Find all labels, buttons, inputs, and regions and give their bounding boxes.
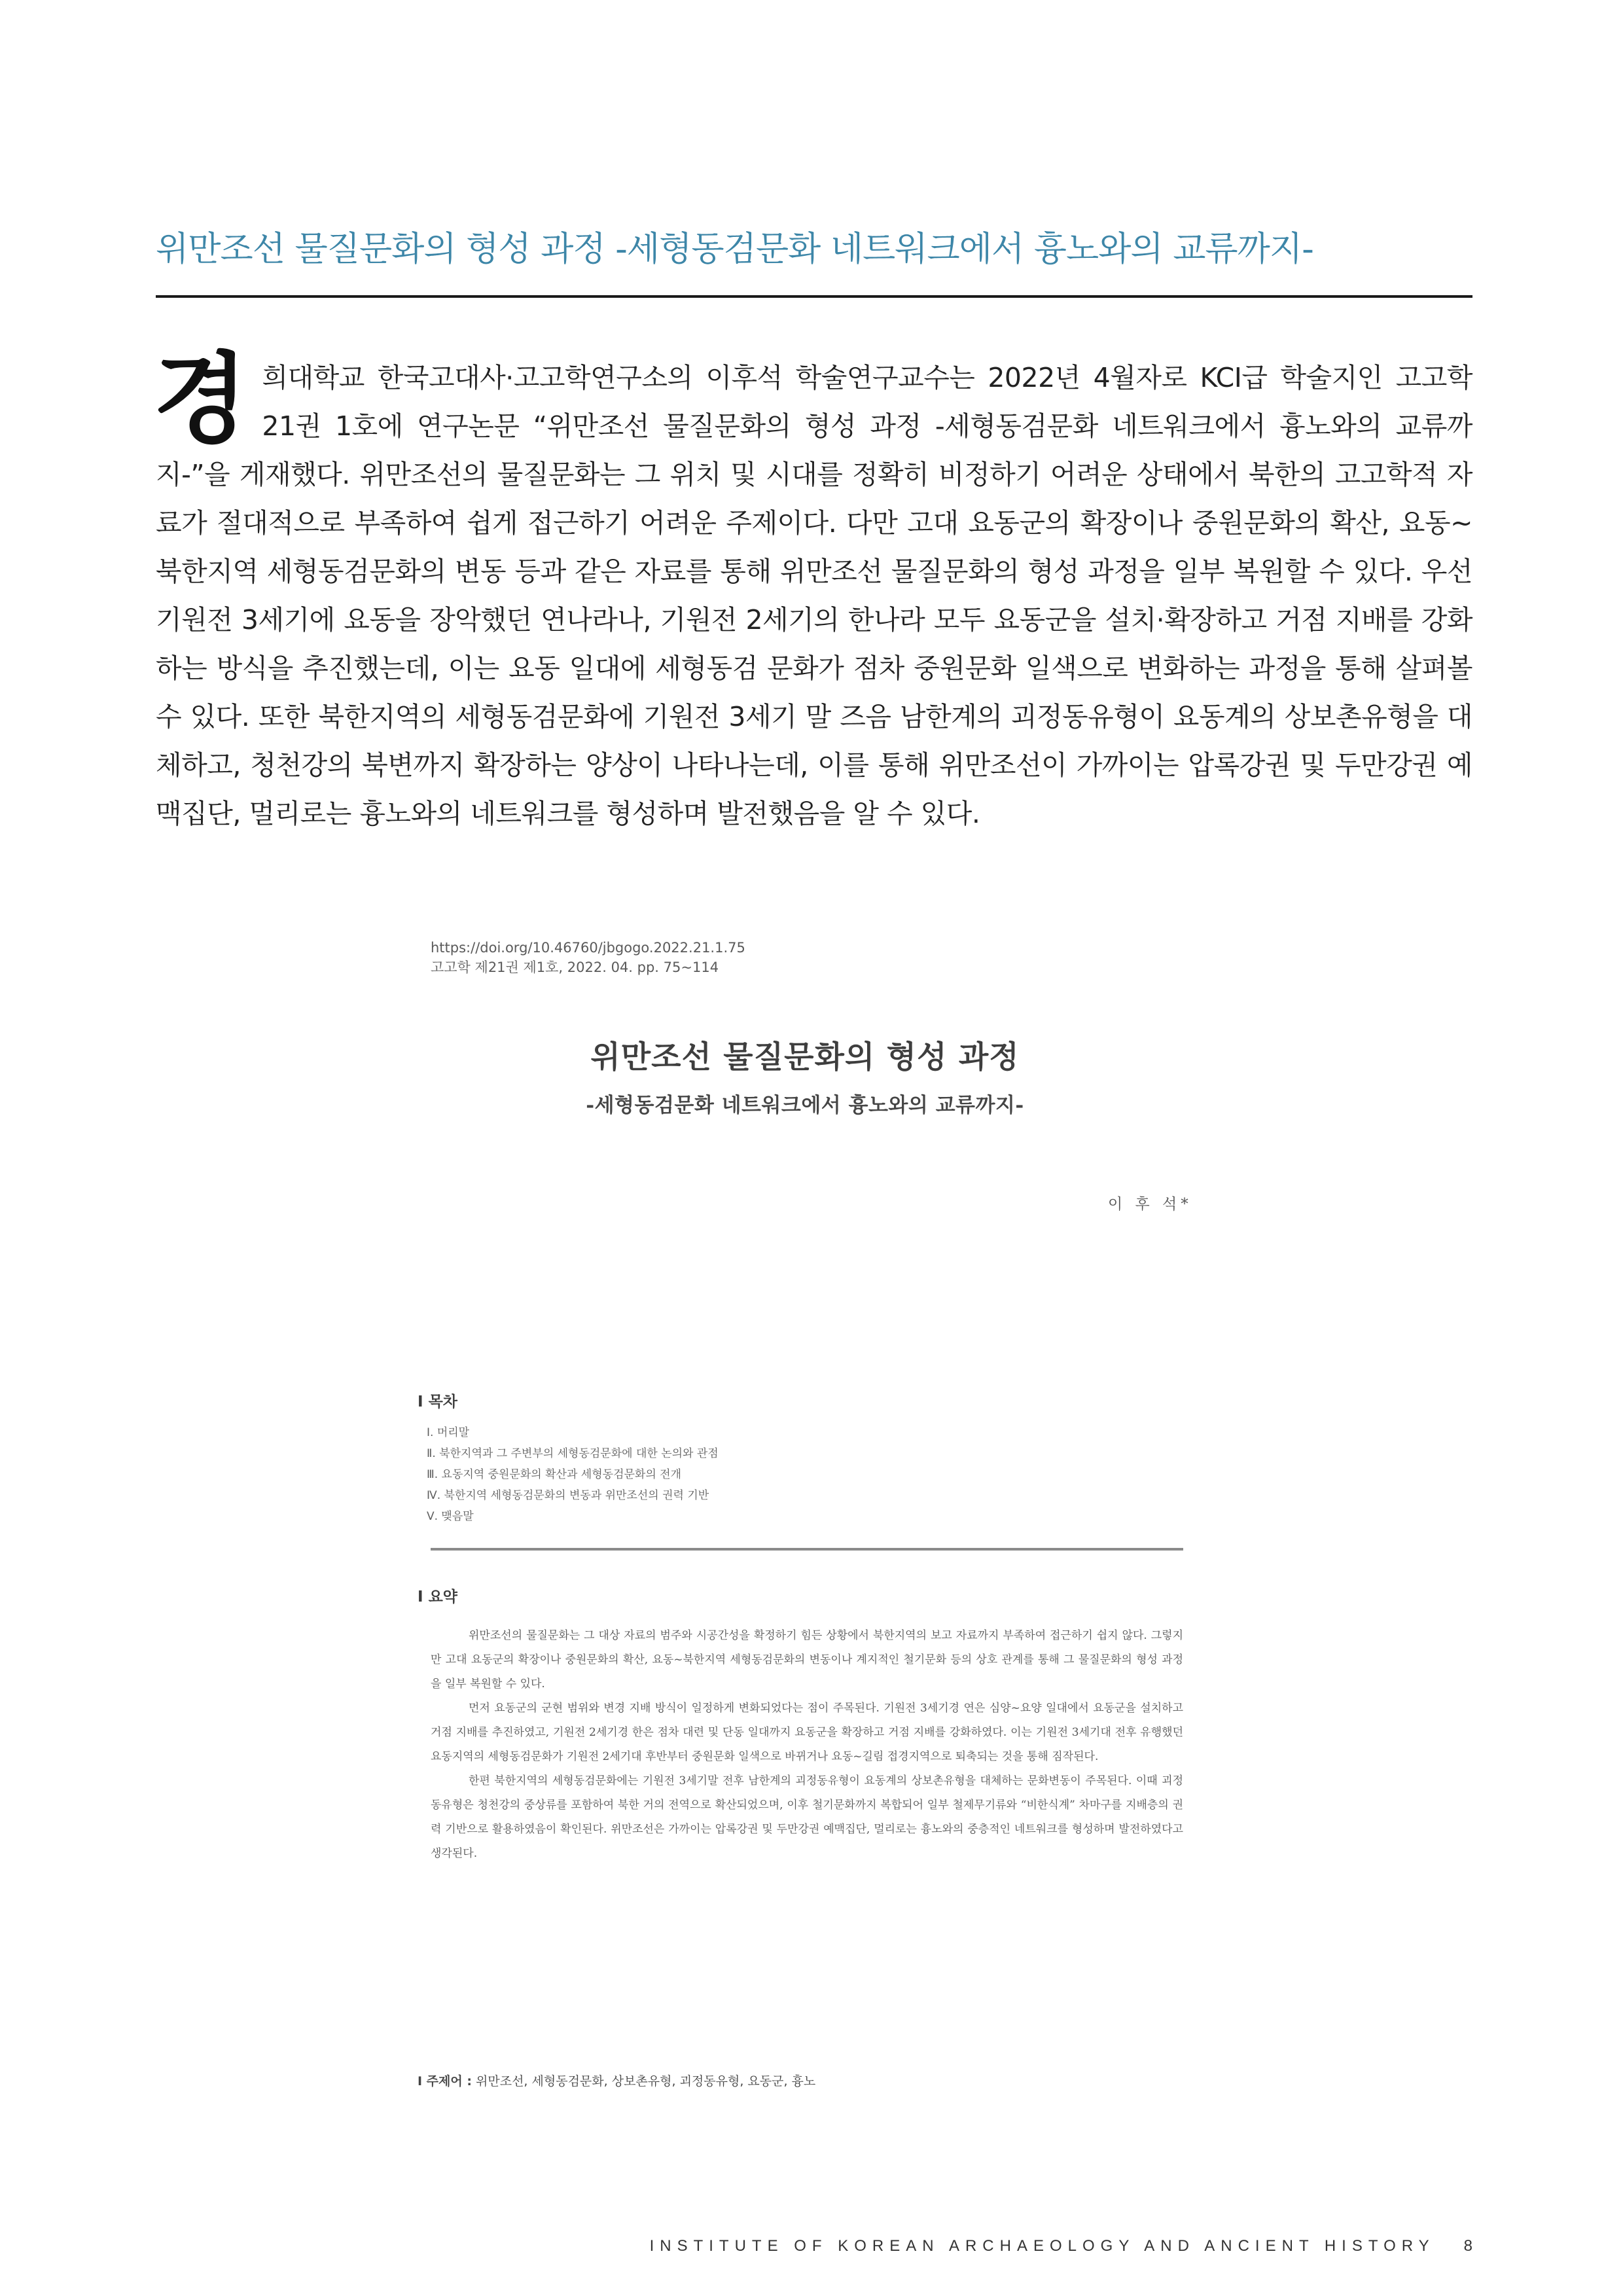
abstract-paragraph: 위만조선의 물질문화는 그 대상 자료의 범주와 시공간성을 확정하기 힘든 상황에서 북한지역의 보고 자료까지 부족하여 접근하기 쉽지 않다. 그렇지만 고대 요동군의 확장이나 중원문화의 확산, 요동~북한지역 세형동검문화의 변동이나 계지적인 철기문화 등의 상호 관계를 통해 그 물질문화의 형성 과정을 일부 복원할 수 있다.	[431, 1629, 1183, 1691]
drop-cap: 경	[153, 343, 248, 457]
keywords-text: 위만조선, 세형동검문화, 상보촌유형, 괴정동유형, 요동군, 흉노	[476, 2074, 816, 2089]
paper-first-page-image	[393, 920, 1217, 2111]
footer-institute: INSTITUTE OF KOREAN ARCHAEOLOGY AND ANCIENT HISTORY	[649, 2237, 1435, 2255]
toc-item: Ⅴ. 맺음말	[427, 1510, 474, 1523]
toc-heading: Ⅰ 목차	[418, 1393, 458, 1410]
toc-item: Ⅰ. 머리말	[427, 1426, 470, 1439]
paper-divider	[431, 1548, 1183, 1551]
page-footer	[569, 2237, 1472, 2255]
toc-item: Ⅳ. 북한지역 세형동검문화의 변동과 위만조선의 권력 기반	[427, 1489, 709, 1502]
paper-subtitle: -세형동검문화 네트워크에서 흉노와의 교류까지-	[586, 1094, 1024, 1117]
paper-doi-block	[431, 938, 745, 977]
table-of-contents	[427, 1422, 719, 1527]
page-number: 8	[1463, 2237, 1472, 2255]
article-body	[153, 343, 1472, 838]
article-title: 위만조선 물질문화의 형성 과정 -세형동검문화 네트워크에서 흉노와의 교류까지-	[156, 230, 1313, 269]
paper-abstract	[431, 1624, 1183, 1866]
paper-author: 이 후 석*	[1108, 1196, 1192, 1213]
title-divider	[156, 295, 1472, 298]
paper-keywords	[418, 2072, 815, 2089]
paper-citation: 고고학 제21권 제1호, 2022. 04. pp. 75~114	[431, 960, 719, 975]
toc-item: Ⅱ. 북한지역과 그 주변부의 세형동검문화에 대한 논의와 관점	[427, 1447, 719, 1460]
article-body-text: 희대학교 한국고대사·고고학연구소의 이후석 학술연구교수는 2022년 4월자로 KCI급 학술지인 고고학 21권 1호에 연구논문 “위만조선 물질문화의 형성 과정 -세형동검문화 네트워크에서 흉노와의 교류까지-”을 게재했다. 위만조선의 물질문화는 그 위치 및 시대를 정확히 비정하기 어려운 상태에서 북한의 고고학적 자료가 절대적으로 부족하여 쉽게 접근하기 어려운 주제이다. 다만 고대 요동군의 확장이나 중원문화의 확산, 요동~북한지역 세형동검문화의 변동 등과 같은 자료를 통해 위만조선 물질문화의 형성 과정을 일부 복원할 수 있다. 우선 기원전 3세기에 요동을 장악했던 연나라나, 기원전 2세기의 한나라 모두 요동군을 설치·확장하고 거점 지배를 강화하는 방식을 추진했는데, 이는 요동 일대에 세형동검 문화가 점차 중원문화 일색으로 변화하는 과정을 통해 살펴볼 수 있다. 또한 북한지역의 세형동검문화에 기원전 3세기 말 즈음 남한계의 괴정동유형이 요동계의 상보촌유형을 대체하고, 청천강의 북변까지 확장하는 양상이 나타나는데, 이를 통해 위만조선이 가까이는 압록강권 및 두만강권 예맥집단, 멀리로는 흉노와의 네트워크를 형성하며 발전했음을 알 수 있다.	[156, 362, 1472, 829]
abstract-heading: Ⅰ 요약	[418, 1588, 458, 1605]
paper-doi: https://doi.org/10.46760/jbgogo.2022.21.1.75	[431, 940, 745, 956]
keywords-label: Ⅰ 주제어 :	[418, 2074, 472, 2089]
abstract-paragraph: 한편 북한지역의 세형동검문화에는 기원전 3세기말 전후 남한계의 괴정동유형이 요동계의 상보촌유형을 대체하는 문화변동이 주목된다. 이때 괴정동유형은 청천강의 중상류를 포함하여 북한 거의 전역으로 확산되었으며, 이후 철기문화까지 복합되어 일부 철제무기류와 “비한식계” 차마구를 지배층의 권력 기반으로 활용하였음이 확인된다. 위만조선은 가까이는 압록강권 및 두만강권 예맥집단, 멀리로는 흉노와의 중층적인 네트워크를 형성하며 발전하였다고 생각된다.	[431, 1774, 1183, 1860]
toc-item: Ⅲ. 요동지역 중원문화의 확산과 세형동검문화의 전개	[427, 1468, 682, 1481]
abstract-paragraph: 먼저 요동군의 군현 범위와 변경 지배 방식이 일정하게 변화되었다는 점이 주목된다. 기원전 3세기경 연은 심양~요양 일대에서 요동군을 설치하고 거점 지배를 추진하였고, 기원전 2세기경 한은 점차 대련 및 단동 일대까지 요동군을 확장하고 거점 지배를 강화하였다. 이는 기원전 3세기대 전후 유행했던 요동지역의 세형동검문화가 기원전 2세기대 후반부터 중원문화 일색으로 바뀌거나 요동~길림 접경지역으로 퇴축되는 것을 통해 짐작된다.	[431, 1702, 1183, 1763]
paper-title: 위만조선 물질문화의 형성 과정	[590, 1039, 1020, 1075]
